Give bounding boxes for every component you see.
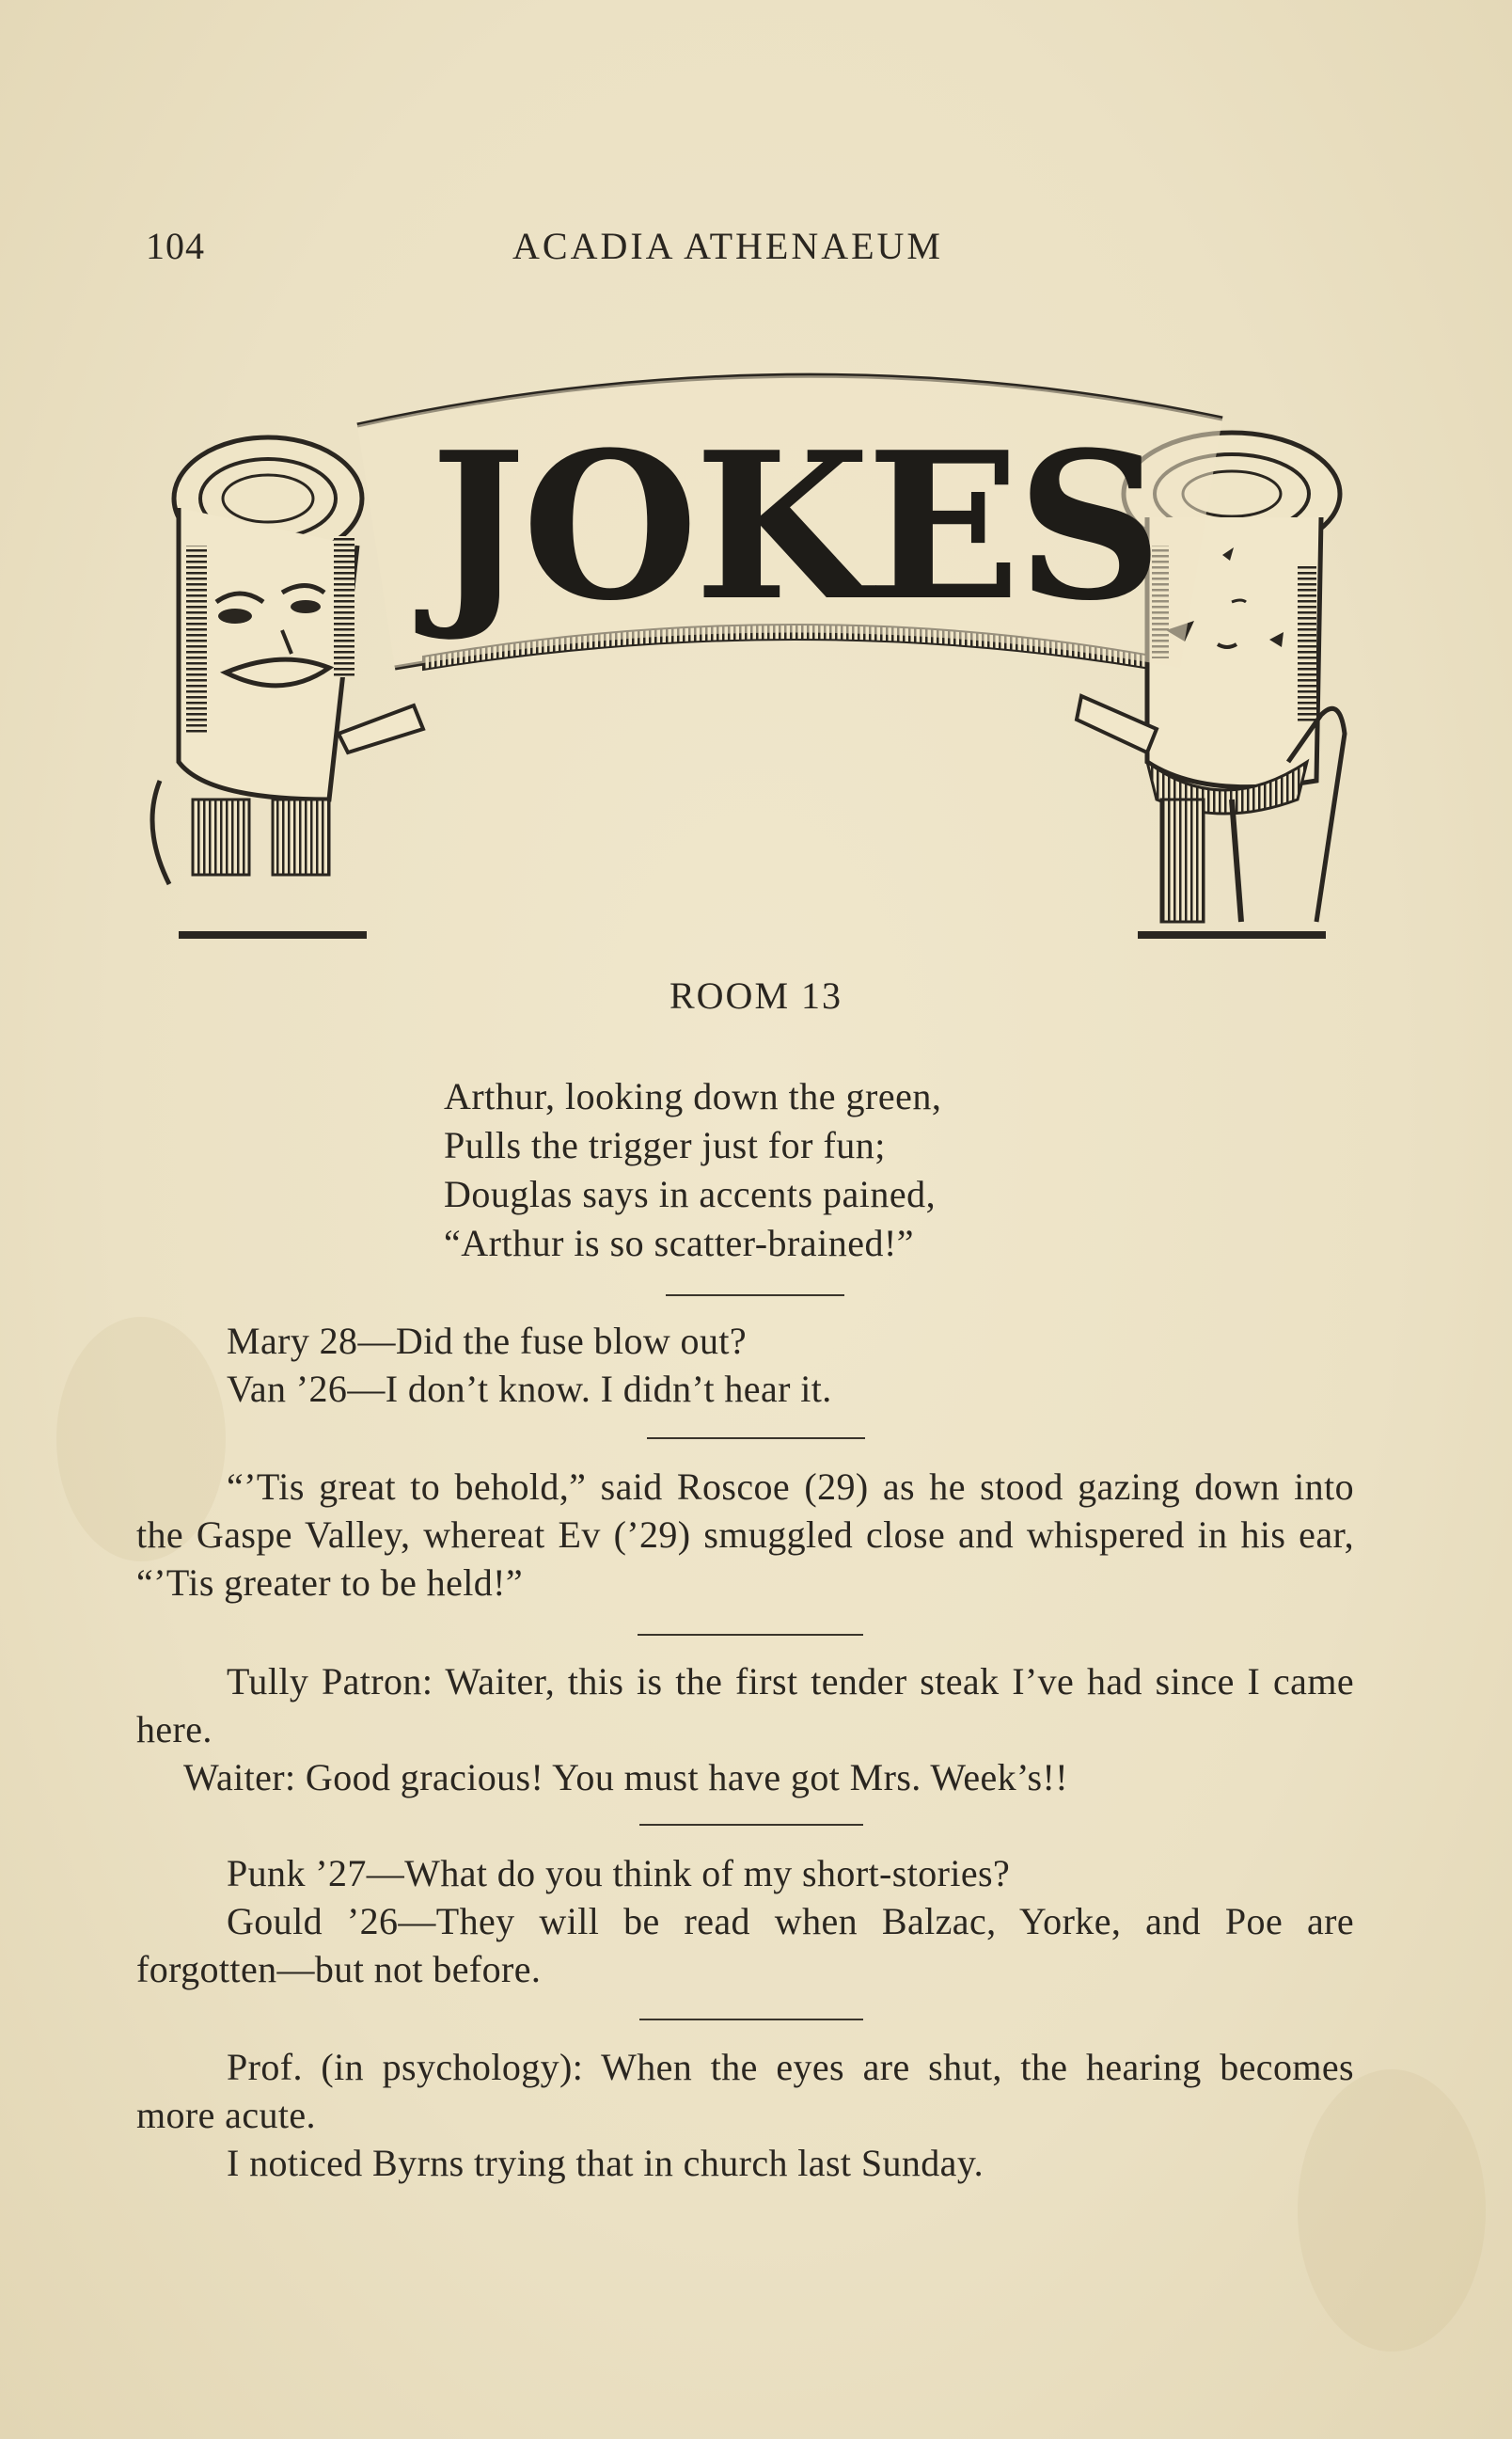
verse [444,1072,941,1268]
joke-1-line-1: Mary 28—Did the fuse blow out? [227,1320,748,1362]
jokes-banner-illustration [141,357,1392,945]
section-title: ROOM 13 [669,974,843,1017]
joke-1 [136,1317,1354,1413]
page-number: 104 [146,225,205,267]
joke-4 [136,1849,1354,1993]
running-head: ACADIA ATHENAEUM [512,225,943,267]
separator-rule [666,1294,844,1296]
joke-3-reply: Waiter: Good gracious! You must have got Mrs. Week’s!! [183,1756,1068,1798]
verse-line: Douglas says in accents pained, [444,1173,937,1215]
verse-line: Arthur, looking down the green, [444,1075,942,1117]
separator-rule [638,1634,863,1636]
joke-5 [136,2043,1354,2187]
verse-line: “Arthur is so scatter-brained!” [444,1222,915,1264]
separator-rule [639,2019,863,2020]
separator-rule [639,1824,863,1826]
separator-rule [647,1437,865,1439]
verse-line: Pulls the trigger just for fun; [444,1124,886,1166]
joke-3-text: Tully Patron: Waiter, this is the first tender steak I’ve had since I came here. [136,1660,1354,1750]
joke-2: “’Tis great to behold,” said Roscoe (29) as he stood gazing down into the Gaspe Valley, whereat Ev (’29) smuggled close and whispered in his ear, “’Tis greater to be held!” [136,1465,1354,1604]
joke-5-text: Prof. (in psychology): When the eyes are shut, the hearing becomes more acute. [136,2046,1354,2136]
banner-word: JOKES [430,407,1159,645]
joke-3 [136,1657,1354,1801]
joke-5-line-2: I noticed Byrns trying that in church last Sunday. [227,2142,984,2184]
joke-1-line-2: Van ’26—I don’t know. I didn’t hear it. [227,1368,832,1410]
joke-4-text: Gould ’26—They will be read when Balzac, Yorke, and Poe are forgotten—but not before. [136,1900,1354,1990]
joke-4-line-1: Punk ’27—What do you think of my short-stories? [227,1852,1011,1894]
